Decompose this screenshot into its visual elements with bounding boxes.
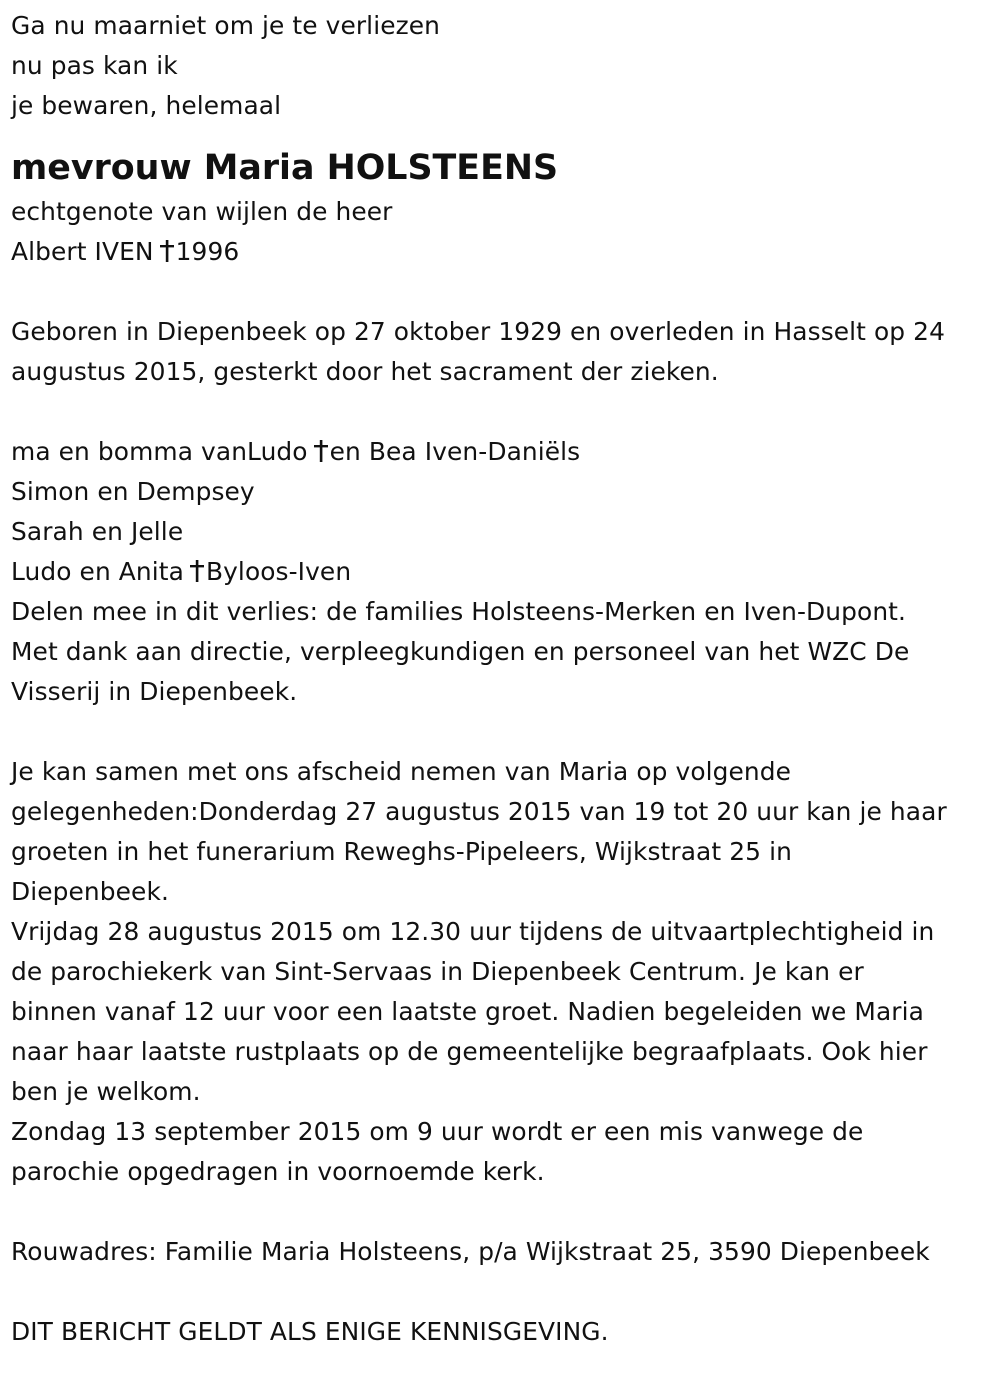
- poem-line: nu pas kan ik: [11, 51, 178, 80]
- family-line: [11, 432, 996, 472]
- notice-line: DIT BERICHT GELDT ALS ENIGE KENNISGEVING.: [11, 1317, 609, 1346]
- text-line: Je kan samen met ons afscheid nemen van Maria op volgende: [11, 757, 792, 786]
- text-line: Delen mee in dit verlies: de families Holsteens-Merken en Iven-Dupont.: [11, 597, 907, 626]
- spouse-line: echtgenote van wijlen de heer: [11, 197, 393, 226]
- text-line: groeten in het funerarium Reweghs-Pipeleers, Wijkstraat 25 in: [11, 837, 792, 866]
- mourning-address: Rouwadres: Familie Maria Holsteens, p/a Wijkstraat 25, 3590 Diepenbeek: [11, 1237, 930, 1266]
- family-text: en Bea Iven-Daniëls: [329, 437, 581, 466]
- family-line: Simon en Dempsey: [11, 477, 255, 506]
- poem-line: Ga nu maarniet om je te verliezen: [11, 11, 440, 40]
- text-line: gelegenheden:Donderdag 27 augustus 2015 van 19 tot 20 uur kan je haar: [11, 797, 947, 826]
- text-line: Zondag 13 september 2015 om 9 uur wordt er een mis vanwege de: [11, 1117, 864, 1146]
- farewell-paragraph: [11, 752, 996, 1192]
- spacer: [11, 392, 996, 432]
- text-line: Met dank aan directie, verpleegkundigen en personeel van het WZC De: [11, 637, 910, 666]
- spouse-name: Albert IVEN: [11, 237, 154, 266]
- cross-icon: [190, 560, 204, 582]
- family-line: [11, 552, 996, 592]
- text-line: naar haar laatste rustplaats op de gemeentelijke begraafplaats. Ook hier: [11, 1037, 928, 1066]
- text-line: ben je welkom.: [11, 1077, 201, 1106]
- text-line: Visserij in Diepenbeek.: [11, 677, 298, 706]
- spouse-name-line: [11, 232, 996, 272]
- birth-death-paragraph: [11, 312, 996, 392]
- text-line: Diepenbeek.: [11, 877, 169, 906]
- text-line: Vrijdag 28 augustus 2015 om 12.30 uur tijdens de uitvaartplechtigheid in: [11, 917, 935, 946]
- spacer: [11, 272, 996, 312]
- family-paragraph: [11, 432, 996, 712]
- family-line: Sarah en Jelle: [11, 517, 184, 546]
- family-text: Ludo en Anita: [11, 557, 184, 586]
- family-text: Byloos-Iven: [205, 557, 352, 586]
- spacer: [11, 712, 996, 752]
- family-text: ma en bomma vanLudo: [11, 437, 308, 466]
- spouse-death-year: 1996: [175, 237, 240, 266]
- poem-line: je bewaren, helemaal: [11, 91, 282, 120]
- text-line: de parochiekerk van Sint-Servaas in Diepenbeek Centrum. Je kan er: [11, 957, 864, 986]
- text-line: augustus 2015, gesterkt door het sacrament der zieken.: [11, 357, 719, 386]
- spacer: [11, 1272, 996, 1312]
- spacer: [11, 1192, 996, 1232]
- deceased-name: mevrouw Maria HOLSTEENS: [11, 148, 559, 188]
- cross-icon: [160, 240, 174, 262]
- obituary-page: [11, 6, 996, 1352]
- poem: [11, 6, 996, 126]
- text-line: binnen vanaf 12 uur voor een laatste groet. Nadien begeleiden we Maria: [11, 997, 924, 1026]
- text-line: parochie opgedragen in voornoemde kerk.: [11, 1157, 545, 1186]
- cross-icon: [314, 440, 328, 462]
- text-line: Geboren in Diepenbeek op 27 oktober 1929 en overleden in Hasselt op 24: [11, 317, 946, 346]
